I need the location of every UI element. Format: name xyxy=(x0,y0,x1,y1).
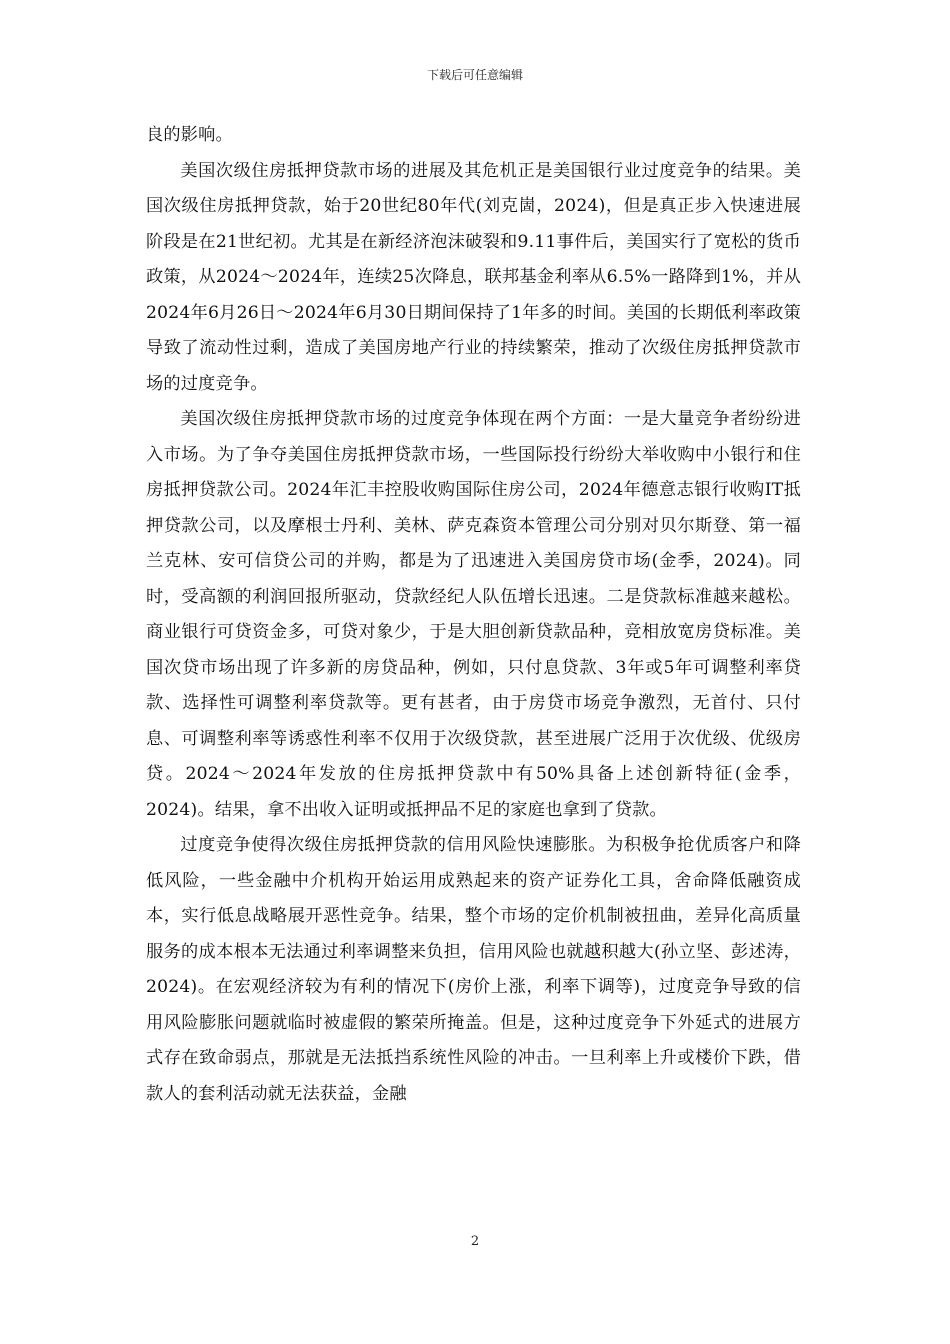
paragraph-credit-risk: 过度竞争使得次级住房抵押贷款的信用风险快速膨胀。为积极争抢优质客户和降低风险，一些金融中介机构开始运用成熟起来的资产证券化工具，舍命降低融资成本，实行低息战略展开恶性竞争。结果，整个市场的定价机制被扭曲，差异化高质量服务的成本根本无法通过利率调整来负担，信用风险也就越积越大(孙立坚、彭述涛，2024)。在宏观经济较为有利的情况下(房价上涨，利率下调等)，过度竞争导致的信用风险膨胀问题就临时被虚假的繁荣所掩盖。但是，这种过度竞争下外延式的进展方式存在致命弱点，那就是无法抵挡系统性风险的冲击。一旦利率上升或楼价下跌，借款人的套利活动就无法获益，金融 xyxy=(146,835,801,1104)
body-text xyxy=(146,118,801,1112)
page-number: 2 xyxy=(470,1234,480,1249)
page-header: 下载后可任意编辑 xyxy=(426,68,523,82)
paragraph-subprime-history: 美国次级住房抵押贷款市场的进展及其危机正是美国银行业过度竞争的结果。美国次级住房抵押贷款，始于20世纪80年代(刘克崮，2024)，但是真正步入快速进展阶段是在21世纪初。尤其是在新经济泡沫破裂和9.11事件后，美国实行了宽松的货币政策，从2024～2024年，连续25次降息，联邦基金利率从6.5%一路降到1%，并从2024年6月26日～2024年6月30日期间保持了1年多的时间。美国的长期低利率政策导致了流动性过剩，造成了美国房地产行业的持续繁荣，推动了次级住房抵押贷款市场的过度竞争。 xyxy=(146,160,801,394)
paragraph-continuation: 良的影响。 xyxy=(146,125,233,145)
paragraph-competition-aspects: 美国次级住房抵押贷款市场的过度竞争体现在两个方面：一是大量竞争者纷纷进入市场。为了争夺美国住房抵押贷款市场，一些国际投行纷纷大举收购中小银行和住房抵押贷款公司。2024年汇丰控股收购国际住房公司，2024年德意志银行收购IT抵押贷款公司，以及摩根士丹利、美林、萨克森资本管理公司分别对贝尔斯登、第一福兰克林、安可信贷公司的并购，都是为了迅速进入美国房贷市场(金季，2024)。同时，受高额的利润回报所驱动，贷款经纪人队伍增长迅速。二是贷款标准越来越松。商业银行可贷资金多，可贷对象少，于是大胆创新贷款品种，竞相放宽房贷标准。美国次贷市场出现了许多新的房贷品种，例如，只付息贷款、3年或5年可调整利率贷款、选择性可调整利率贷款等。更有甚者，由于房贷市场竞争激烈，无首付、只付息、可调整利率等诱惑性利率不仅用于次级贷款，甚至进展广泛用于次优级、优级房贷。2024～2024年发放的住房抵押贷款中有50%具备上述创新特征(金季，2024)。结果，拿不出收入证明或抵押品不足的家庭也拿到了贷款。 xyxy=(146,409,801,820)
